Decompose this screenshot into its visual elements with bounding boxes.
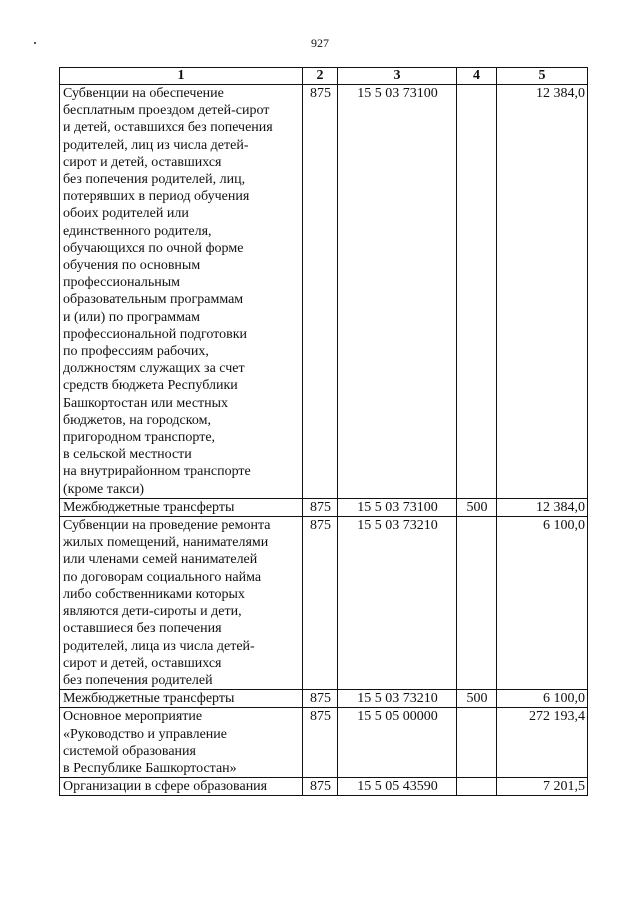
row-name-line: сирот и детей, оставшихся xyxy=(63,154,222,170)
department-code-cell: 875 xyxy=(303,517,338,690)
header-row xyxy=(60,68,588,85)
row-name-line: обучающихся по очной форме xyxy=(63,240,244,256)
row-name-cell xyxy=(60,690,303,708)
row-name-line: «Руководство и управление xyxy=(63,726,227,742)
amount-cell: 12 384,0 xyxy=(497,498,588,516)
target-article-cell: 15 5 03 73210 xyxy=(338,517,457,690)
expense-type-cell xyxy=(457,85,497,499)
amount-cell: 7 201,5 xyxy=(497,778,588,796)
row-name-line: или членами семей нанимателей xyxy=(63,552,258,568)
table-row xyxy=(60,498,588,516)
row-name-line: родителей, лица из числа детей- xyxy=(63,638,255,654)
amount-cell: 272 193,4 xyxy=(497,708,588,778)
row-name-line: бюджетов, на городском, xyxy=(63,412,211,428)
row-name-line: являются дети-сироты и дети, xyxy=(63,604,242,620)
target-article-cell: 15 5 03 73100 xyxy=(338,85,457,499)
row-name-line: средств бюджета Республики xyxy=(63,378,238,394)
table-row xyxy=(60,778,588,796)
row-name-line: родителей, лиц из числа детей- xyxy=(63,137,249,153)
row-name-line: и детей, оставшихся без попечения xyxy=(63,120,273,136)
department-code-cell: 875 xyxy=(303,498,338,516)
amount-cell: 6 100,0 xyxy=(497,517,588,690)
row-name-line: Межбюджетные трансферты xyxy=(63,691,235,707)
table-row xyxy=(60,517,588,690)
row-name-line: на внутрирайонном транспорте xyxy=(63,464,251,480)
row-name-line: Основное мероприятие xyxy=(63,709,203,725)
row-name-line: без попечения родителей, лиц, xyxy=(63,172,246,188)
expense-type-cell xyxy=(457,708,497,778)
table-row xyxy=(60,85,588,499)
expense-type-cell: 500 xyxy=(457,498,497,516)
table-row xyxy=(60,690,588,708)
row-name-line: оставшиеся без попечения xyxy=(63,621,222,637)
target-article-cell: 15 5 05 00000 xyxy=(338,708,457,778)
row-name-line: (кроме такси) xyxy=(63,481,145,497)
row-name-line: Субвенции на обеспечение xyxy=(63,86,224,101)
column-header-4: 4 xyxy=(457,68,497,85)
target-article-cell: 15 5 03 73100 xyxy=(338,498,457,516)
row-name-line: обоих родителей или xyxy=(63,206,189,222)
row-name-line: образовательным программам xyxy=(63,292,244,308)
row-name-line: профессиональным xyxy=(63,275,181,291)
row-name-line: должностям служащих за счет xyxy=(63,361,245,377)
row-name-line: по профессиям рабочих, xyxy=(63,344,209,360)
row-name-cell xyxy=(60,778,303,796)
department-code-cell: 875 xyxy=(303,708,338,778)
expense-type-cell xyxy=(457,517,497,690)
column-header-5: 5 xyxy=(497,68,588,85)
department-code-cell: 875 xyxy=(303,85,338,499)
amount-cell: 6 100,0 xyxy=(497,690,588,708)
row-name-line: пригородном транспорте, xyxy=(63,430,216,446)
row-name-line: по договорам социального найма xyxy=(63,569,262,585)
row-name-line: профессиональной подготовки xyxy=(63,326,247,342)
row-name-line: бесплатным проездом детей-сирот xyxy=(63,103,270,119)
column-header-3: 3 xyxy=(338,68,457,85)
column-header-1: 1 xyxy=(60,68,303,85)
row-name-cell xyxy=(60,708,303,778)
row-name-line: сирот и детей, оставшихся xyxy=(63,655,222,671)
amount-cell: 12 384,0 xyxy=(497,85,588,499)
row-name-line: либо собственниками которых xyxy=(63,586,245,602)
row-name-line: системой образования xyxy=(63,743,196,759)
row-name-line: и (или) по программам xyxy=(63,309,200,325)
expense-type-cell xyxy=(457,778,497,796)
department-code-cell: 875 xyxy=(303,778,338,796)
row-name-line: Башкортостан или местных xyxy=(63,395,229,411)
column-header-2: 2 xyxy=(303,68,338,85)
row-name-cell xyxy=(60,498,303,516)
page-number: 927 xyxy=(311,36,329,50)
row-name-cell xyxy=(60,85,303,499)
row-name-line: в сельской местности xyxy=(63,447,192,463)
target-article-cell: 15 5 05 43590 xyxy=(338,778,457,796)
row-name-line: потерявших в период обучения xyxy=(63,189,250,205)
row-name-cell xyxy=(60,517,303,690)
table-row xyxy=(60,708,588,778)
row-name-line: единственного родителя, xyxy=(63,223,212,239)
row-name-line: Субвенции на проведение ремонта xyxy=(63,518,271,534)
row-name-line: Организации в сфере образования xyxy=(63,779,268,795)
row-name-line: в Республике Башкортостан» xyxy=(63,760,237,776)
budget-table xyxy=(59,67,588,796)
table-body xyxy=(60,85,588,796)
row-name-line: обучения по основным xyxy=(63,258,201,274)
row-name-line: без попечения родителей xyxy=(63,672,213,688)
row-name-line: Межбюджетные трансферты xyxy=(63,499,235,515)
row-name-line: жилых помещений, нанимателями xyxy=(63,535,269,551)
department-code-cell: 875 xyxy=(303,690,338,708)
target-article-cell: 15 5 03 73210 xyxy=(338,690,457,708)
expense-type-cell: 500 xyxy=(457,690,497,708)
